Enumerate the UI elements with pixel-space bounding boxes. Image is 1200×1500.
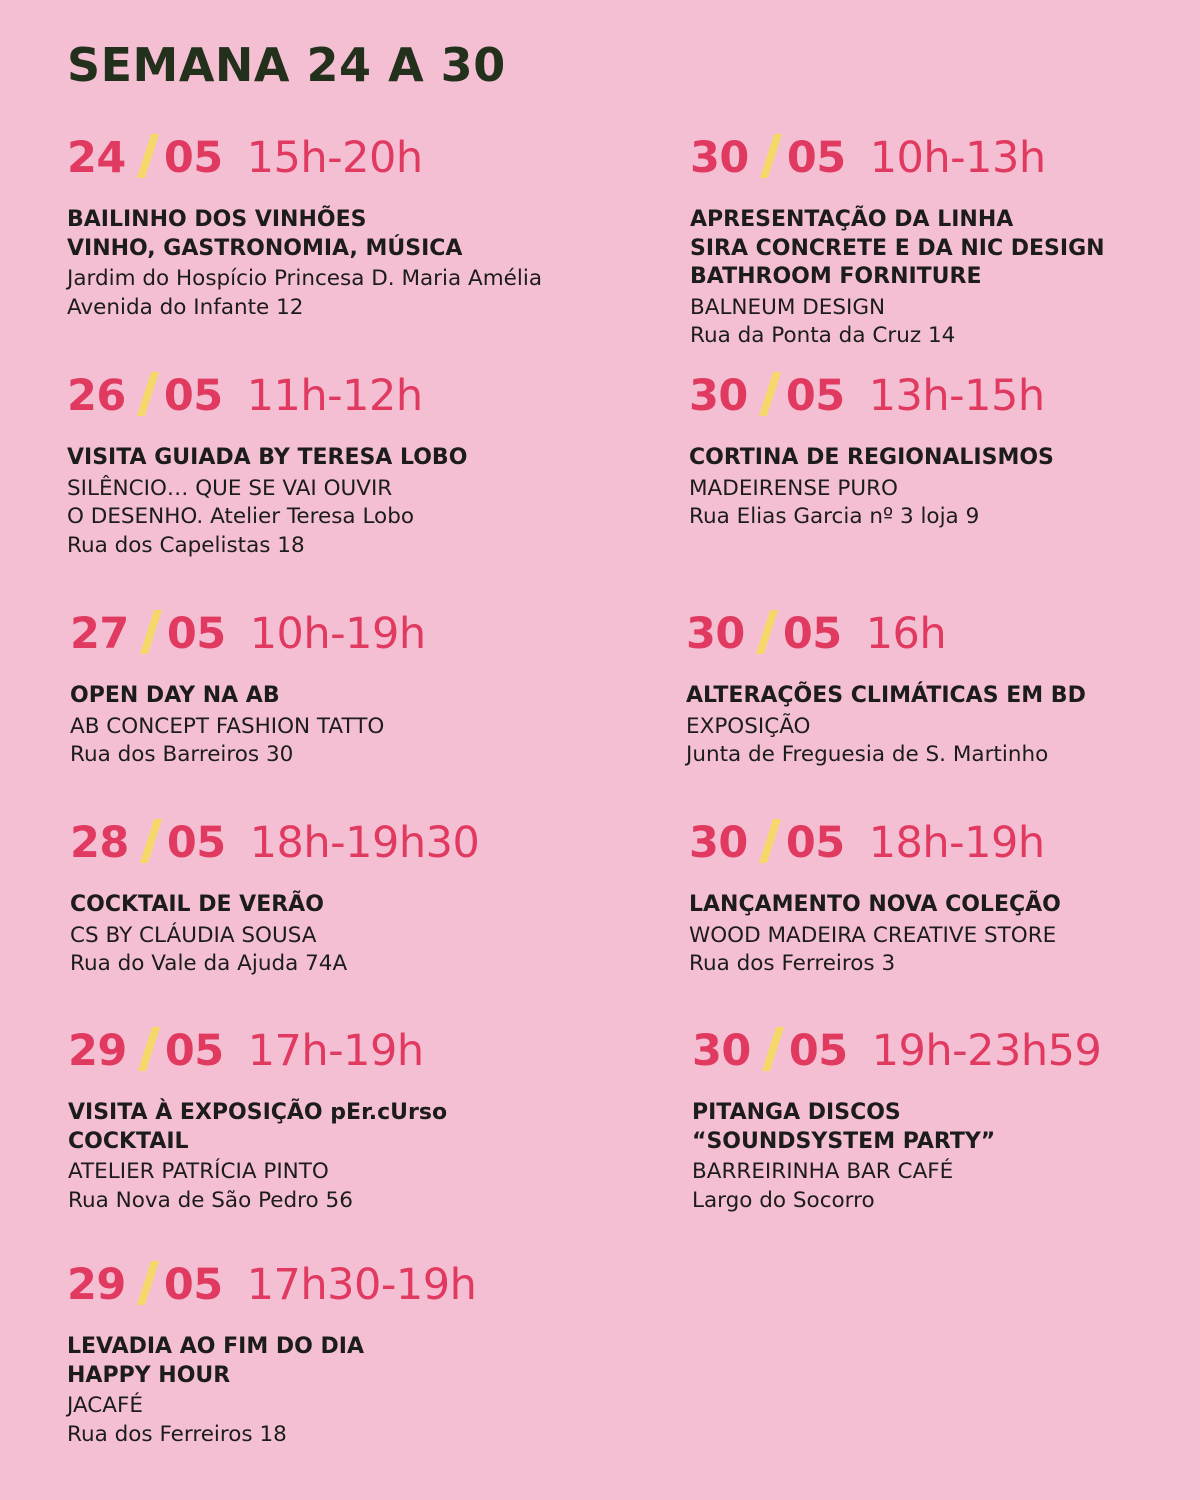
slash-divider	[760, 134, 782, 178]
event-title-line: ALTERAÇÕES CLIMÁTICAS EM BD	[686, 683, 1086, 708]
event-time: 17h-19h	[247, 1026, 424, 1076]
event-date-row	[686, 604, 1086, 660]
event-info-line: Rua dos Ferreiros 18	[67, 1421, 287, 1447]
event-time: 15h-20h	[246, 133, 423, 183]
event-details	[692, 1099, 1101, 1215]
event-month: 05	[785, 818, 845, 868]
slash-divider	[137, 134, 159, 178]
event-date-row	[70, 813, 479, 869]
event-title-line: HAPPY HOUR	[67, 1362, 231, 1388]
event-info-line: Rua dos Barreiros 30	[70, 742, 294, 767]
event-info-line: Avenida do Infante 12	[67, 294, 304, 320]
event-time: 17h30-19h	[246, 1260, 477, 1310]
event-info-line: EXPOSIÇÃO	[686, 713, 811, 739]
event-day: 29	[67, 1260, 126, 1310]
event-details	[68, 1099, 447, 1215]
slash-divider	[140, 610, 162, 654]
event-month: 05	[166, 609, 226, 659]
event-item	[692, 1021, 1101, 1215]
slash-divider	[759, 372, 781, 416]
event-date-row	[67, 1255, 476, 1311]
event-info-line: Rua Elias Garcia nº 3 loja 9	[689, 504, 980, 529]
event-time: 18h-19h30	[249, 818, 480, 868]
event-date-row	[68, 1021, 447, 1077]
event-date-row	[689, 366, 1054, 422]
event-item	[67, 1255, 476, 1449]
event-time: 10h-19h	[249, 609, 426, 659]
event-item	[67, 366, 467, 560]
event-date-row	[690, 128, 1105, 184]
event-date-row	[67, 366, 467, 422]
event-day: 30	[686, 609, 745, 659]
event-title-line: “SOUNDSYSTEM PARTY”	[692, 1128, 996, 1154]
event-title-line: BAILINHO DOS VINHÕES	[67, 207, 367, 232]
event-details	[70, 891, 479, 979]
event-info-line: ATELIER PATRÍCIA PINTO	[68, 1159, 329, 1184]
event-item	[68, 1021, 447, 1215]
event-details	[689, 891, 1061, 979]
event-month: 05	[166, 818, 226, 868]
event-details	[690, 206, 1105, 351]
event-time: 13h-15h	[868, 371, 1045, 421]
event-info-line: SILÊNCIO… QUE SE VAI OUVIR	[67, 475, 393, 501]
event-info-line: JACAFÉ	[67, 1393, 143, 1418]
event-item	[70, 813, 479, 979]
event-month: 05	[788, 1026, 848, 1076]
event-date-row	[689, 813, 1061, 869]
event-day: 27	[70, 609, 129, 659]
slash-divider	[137, 1261, 159, 1305]
slash-divider	[756, 610, 778, 654]
event-day: 26	[67, 371, 126, 421]
event-info-line: Rua da Ponta da Cruz 14	[690, 323, 956, 348]
event-month: 05	[163, 1260, 223, 1310]
event-title-line: VISITA À EXPOSIÇÃO pEr.cUrso	[68, 1100, 448, 1125]
event-info-line: BARREIRINHA BAR CAFÉ	[692, 1159, 954, 1184]
event-item	[690, 128, 1105, 351]
event-details	[70, 682, 426, 770]
event-info-line: BALNEUM DESIGN	[690, 294, 886, 320]
event-info-line: Largo do Socorro	[692, 1187, 875, 1213]
event-info-line: Rua dos Capelistas 18	[67, 532, 305, 558]
event-details	[67, 1333, 476, 1449]
event-title-line: COCKTAIL	[68, 1128, 189, 1154]
event-info-line: Rua do Vale da Ajuda 74A	[70, 951, 348, 976]
event-day: 30	[689, 818, 748, 868]
event-info-line: AB CONCEPT FASHION TATTO	[70, 713, 385, 739]
slash-divider	[138, 1027, 160, 1071]
event-title-line: LANÇAMENTO NOVA COLEÇÃO	[689, 892, 1061, 917]
event-info-line: CS BY CLÁUDIA SOUSA	[70, 922, 317, 948]
event-day: 30	[690, 133, 749, 183]
event-details	[689, 444, 1054, 532]
event-details	[67, 206, 542, 322]
event-info-line: Junta de Freguesia de S. Martinho	[686, 742, 1049, 767]
event-time: 16h	[865, 609, 947, 659]
slash-divider	[759, 819, 781, 863]
event-time: 11h-12h	[246, 371, 423, 421]
slash-divider	[762, 1027, 784, 1071]
event-time: 10h-13h	[869, 133, 1046, 183]
event-title-line: COCKTAIL DE VERÃO	[70, 892, 324, 917]
event-info-line: O DESENHO. Atelier Teresa Lobo	[67, 504, 415, 529]
slash-divider	[140, 819, 162, 863]
event-day: 28	[70, 818, 129, 868]
event-details	[67, 444, 467, 560]
event-title-line: VINHO, GASTRONOMIA, MÚSICA	[67, 235, 463, 261]
event-item	[689, 813, 1061, 979]
page-title: SEMANA 24 A 30	[67, 38, 506, 92]
event-date-row	[692, 1021, 1101, 1077]
event-item	[689, 366, 1054, 532]
event-time: 19h-23h59	[871, 1026, 1102, 1076]
event-info-line: WOOD MADEIRA CREATIVE STORE	[689, 922, 1057, 948]
event-title-line: PITANGA DISCOS	[692, 1100, 901, 1125]
event-day: 29	[68, 1026, 127, 1076]
event-day: 30	[692, 1026, 751, 1076]
event-month: 05	[786, 133, 846, 183]
slash-divider	[137, 372, 159, 416]
event-day: 30	[689, 371, 748, 421]
event-day: 24	[67, 133, 126, 183]
event-month: 05	[164, 1026, 224, 1076]
event-month: 05	[785, 371, 845, 421]
event-month: 05	[163, 371, 223, 421]
event-time: 18h-19h	[868, 818, 1045, 868]
event-item	[67, 128, 542, 322]
event-info-line: Rua Nova de São Pedro 56	[68, 1187, 353, 1213]
event-title-line: CORTINA DE REGIONALISMOS	[689, 445, 1054, 470]
event-month: 05	[163, 133, 223, 183]
event-info-line: Rua dos Ferreiros 3	[689, 951, 896, 976]
event-info-line: MADEIRENSE PURO	[689, 475, 898, 501]
event-details	[686, 682, 1086, 770]
event-item	[686, 604, 1086, 770]
event-title-line: LEVADIA AO FIM DO DIA	[67, 1334, 364, 1359]
event-title-line: BATHROOM FORNITURE	[690, 264, 982, 289]
event-date-row	[67, 128, 542, 184]
event-item	[70, 604, 426, 770]
event-title-line: VISITA GUIADA BY TERESA LOBO	[67, 445, 468, 470]
event-info-line: Jardim do Hospício Princesa D. Maria Amélia	[67, 266, 542, 291]
event-title-line: APRESENTAÇÃO DA LINHA	[690, 207, 1014, 232]
event-title-line: SIRA CONCRETE E DA NIC DESIGN	[690, 235, 1105, 261]
event-title-line: OPEN DAY NA AB	[70, 683, 280, 708]
event-date-row	[70, 604, 426, 660]
event-month: 05	[782, 609, 842, 659]
